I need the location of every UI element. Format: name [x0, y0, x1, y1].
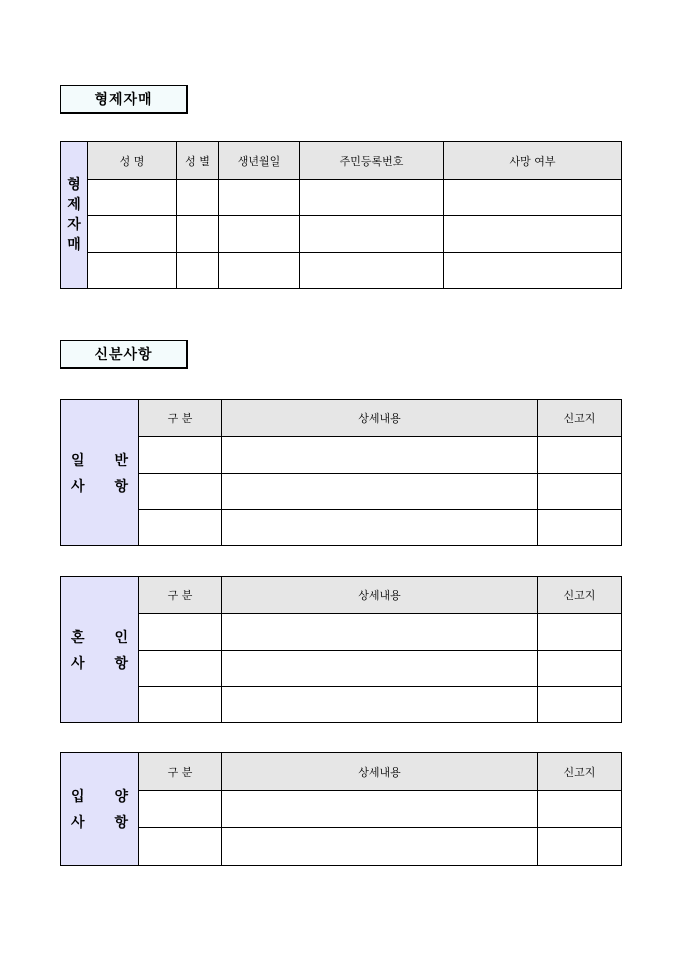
resident-number-cell[interactable] — [300, 180, 444, 216]
gender-cell[interactable] — [177, 253, 219, 289]
table-row — [61, 687, 622, 723]
table-row — [61, 510, 622, 546]
category-cell[interactable] — [139, 687, 222, 723]
header-birthdate: 생년월일 — [219, 142, 300, 180]
category-cell[interactable] — [139, 614, 222, 651]
details-cell[interactable] — [222, 614, 538, 651]
siblings-side-label: 형 제 자 매 — [61, 142, 88, 289]
marriage-side-label: 혼 인 사 항 — [61, 577, 139, 723]
header-report-place: 신고지 — [538, 753, 622, 791]
birthdate-cell[interactable] — [219, 216, 300, 253]
details-cell[interactable] — [222, 651, 538, 687]
gender-cell[interactable] — [177, 180, 219, 216]
table-row — [61, 614, 622, 651]
header-details: 상세내용 — [222, 753, 538, 791]
category-cell[interactable] — [139, 791, 222, 828]
marriage-matters-table — [60, 576, 622, 723]
header-name: 성 명 — [88, 142, 177, 180]
header-details: 상세내용 — [222, 577, 538, 614]
details-cell[interactable] — [222, 510, 538, 546]
general-matters-table — [60, 399, 622, 546]
table-row — [61, 828, 622, 866]
name-cell[interactable] — [88, 180, 177, 216]
header-resident-number: 주민등록번호 — [300, 142, 444, 180]
header-gender: 성 별 — [177, 142, 219, 180]
report-place-cell[interactable] — [538, 791, 622, 828]
siblings-table — [60, 141, 622, 289]
header-report-place: 신고지 — [538, 400, 622, 437]
table-row — [61, 216, 622, 253]
resident-number-cell[interactable] — [300, 216, 444, 253]
death-status-cell[interactable] — [444, 180, 622, 216]
birthdate-cell[interactable] — [219, 180, 300, 216]
adoption-side-label: 입 양 사 항 — [61, 753, 139, 866]
header-category: 구 분 — [139, 577, 222, 614]
adoption-matters-table — [60, 752, 622, 866]
report-place-cell[interactable] — [538, 437, 622, 474]
table-row — [61, 474, 622, 510]
status-section-title: 신분사항 — [60, 340, 188, 369]
table-row — [61, 253, 622, 289]
report-place-cell[interactable] — [538, 651, 622, 687]
category-cell[interactable] — [139, 510, 222, 546]
category-cell[interactable] — [139, 651, 222, 687]
details-cell[interactable] — [222, 791, 538, 828]
report-place-cell[interactable] — [538, 828, 622, 866]
general-side-label: 일 반 사 항 — [61, 400, 139, 546]
table-row — [61, 437, 622, 474]
name-cell[interactable] — [88, 216, 177, 253]
details-cell[interactable] — [222, 828, 538, 866]
report-place-cell[interactable] — [538, 687, 622, 723]
birthdate-cell[interactable] — [219, 253, 300, 289]
table-row — [61, 651, 622, 687]
report-place-cell[interactable] — [538, 474, 622, 510]
header-category: 구 분 — [139, 753, 222, 791]
report-place-cell[interactable] — [538, 614, 622, 651]
name-cell[interactable] — [88, 253, 177, 289]
siblings-section-title: 형제자매 — [60, 85, 188, 114]
report-place-cell[interactable] — [538, 510, 622, 546]
resident-number-cell[interactable] — [300, 253, 444, 289]
category-cell[interactable] — [139, 474, 222, 510]
category-cell[interactable] — [139, 437, 222, 474]
gender-cell[interactable] — [177, 216, 219, 253]
death-status-cell[interactable] — [444, 253, 622, 289]
details-cell[interactable] — [222, 687, 538, 723]
death-status-cell[interactable] — [444, 216, 622, 253]
header-details: 상세내용 — [222, 400, 538, 437]
header-report-place: 신고지 — [538, 577, 622, 614]
details-cell[interactable] — [222, 474, 538, 510]
header-category: 구 분 — [139, 400, 222, 437]
table-row — [61, 180, 622, 216]
category-cell[interactable] — [139, 828, 222, 866]
details-cell[interactable] — [222, 437, 538, 474]
header-death-status: 사망 여부 — [444, 142, 622, 180]
table-row — [61, 791, 622, 828]
